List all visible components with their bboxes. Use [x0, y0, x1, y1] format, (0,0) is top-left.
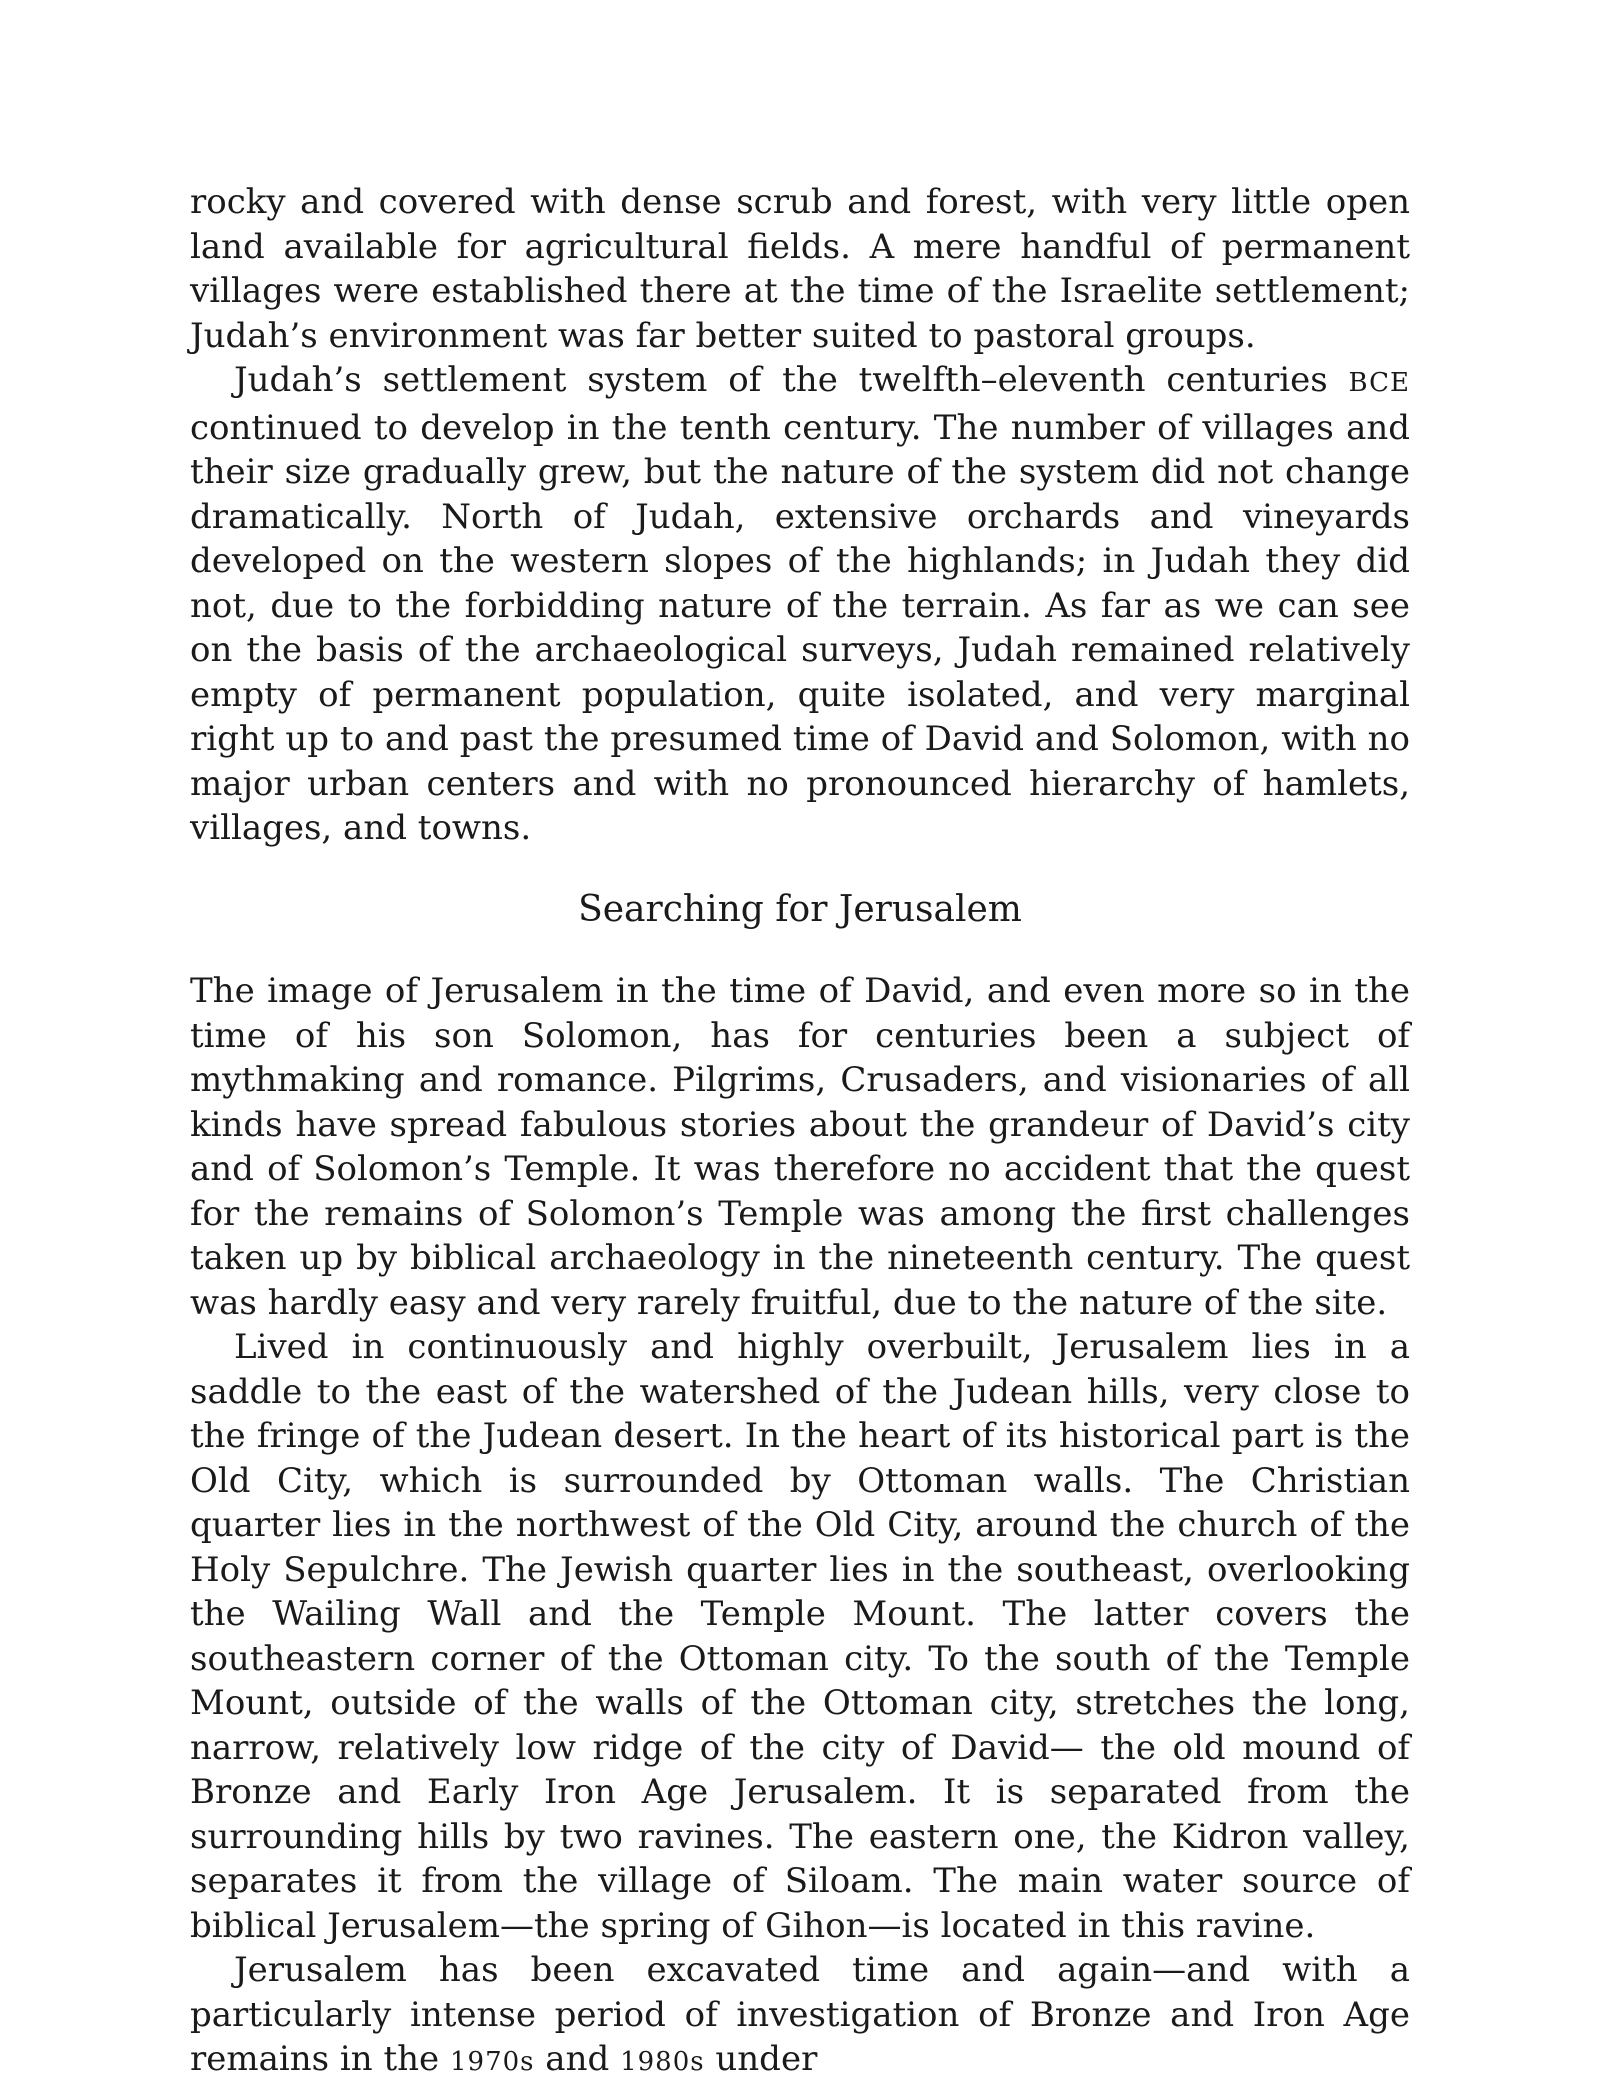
- paragraph-4: Lived in continuously and highly overbuilt, Jerusalem lies in a saddle to the east of the watershed of the Judean hills, very close to the fringe of the Judean desert. In the heart of its historical part is the Old City, which is surrounded by Ottoman walls. The Christian quarter lies in the northwest of the Old City, around the church of the Holy Sepulchre. The Jewish quarter lies in the southeast, overlooking the Wailing Wall and the Temple Mount. The latter covers the southeastern corner of the Ottoman city. To the south of the Temple Mount, outside of the walls of the Ottoman city, stretches the long, narrow, relatively low ridge of the city of David— the old mound of Bronze and Early Iron Age Jerusalem. It is separated from the surrounding hills by two ravines. The eastern one, the Kidron valley, separates it from the village of Siloam. The main water source of biblical Jerusalem—the spring of Gihon—is located in this ravine.: [190, 1327, 1410, 1946]
- paragraph-2-text-a: Judah’s settlement system of the twelfth–eleventh centuries: [234, 360, 1349, 400]
- paragraph-5-text-a: Jerusalem has been excavated time and again—and with a particularly intense period of investigation of Bronze and Iron Age remains in the: [190, 1950, 1410, 2079]
- paragraph-2: [190, 358, 1410, 851]
- paragraph-5-text-mid: and: [534, 2039, 621, 2079]
- era-abbreviation: BCE: [1348, 368, 1410, 398]
- paragraph-1: rocky and covered with dense scrub and forest, with very little open land available for agricultural fields. A mere handful of permanent villages were established there at the time of the Israelite settlement; Judah’s environment was far better suited to pastoral groups.: [190, 182, 1410, 356]
- paragraph-5: [190, 1948, 1410, 2085]
- decade-1970s: 1970s: [449, 2047, 535, 2077]
- section-heading: Searching for Jerusalem: [578, 888, 1022, 930]
- paragraph-3: The image of Jerusalem in the time of David, and even more so in the time of his son Solomon, has for centuries been a subject of mythmaking and romance. Pilgrims, Crusaders, and visionaries of all kinds have spread fabulous stories about the grandeur of David’s city and of Solomon’s Temple. It was therefore no accident that the quest for the remains of Solomon’s Temple was among the first challenges taken up by biblical archaeology in the nineteenth century. The quest was hardly easy and very rarely fruitful, due to the nature of the site.: [190, 971, 1410, 1323]
- decade-1980s: 1980s: [620, 2047, 705, 2077]
- page-body: [190, 180, 1410, 2085]
- paragraph-2-text-b: continued to develop in the tenth century. The number of villages and their size gradually grew, but the nature of the system did not change dramatically. North of Judah, extensive orchards and vineyards developed on the western slopes of the highlands; in Judah they did not, due to the forbidding nature of the terrain. As far as we can see on the basis of the archaeological surveys, Judah remained relatively empty of permanent population, quite isolated, and very marginal right up to and past the presumed time of David and Solomon, with no major urban centers and with no pronounced hierarchy of hamlets, villages, and towns.: [190, 407, 1410, 848]
- paragraph-5-text-b: under: [704, 2039, 818, 2079]
